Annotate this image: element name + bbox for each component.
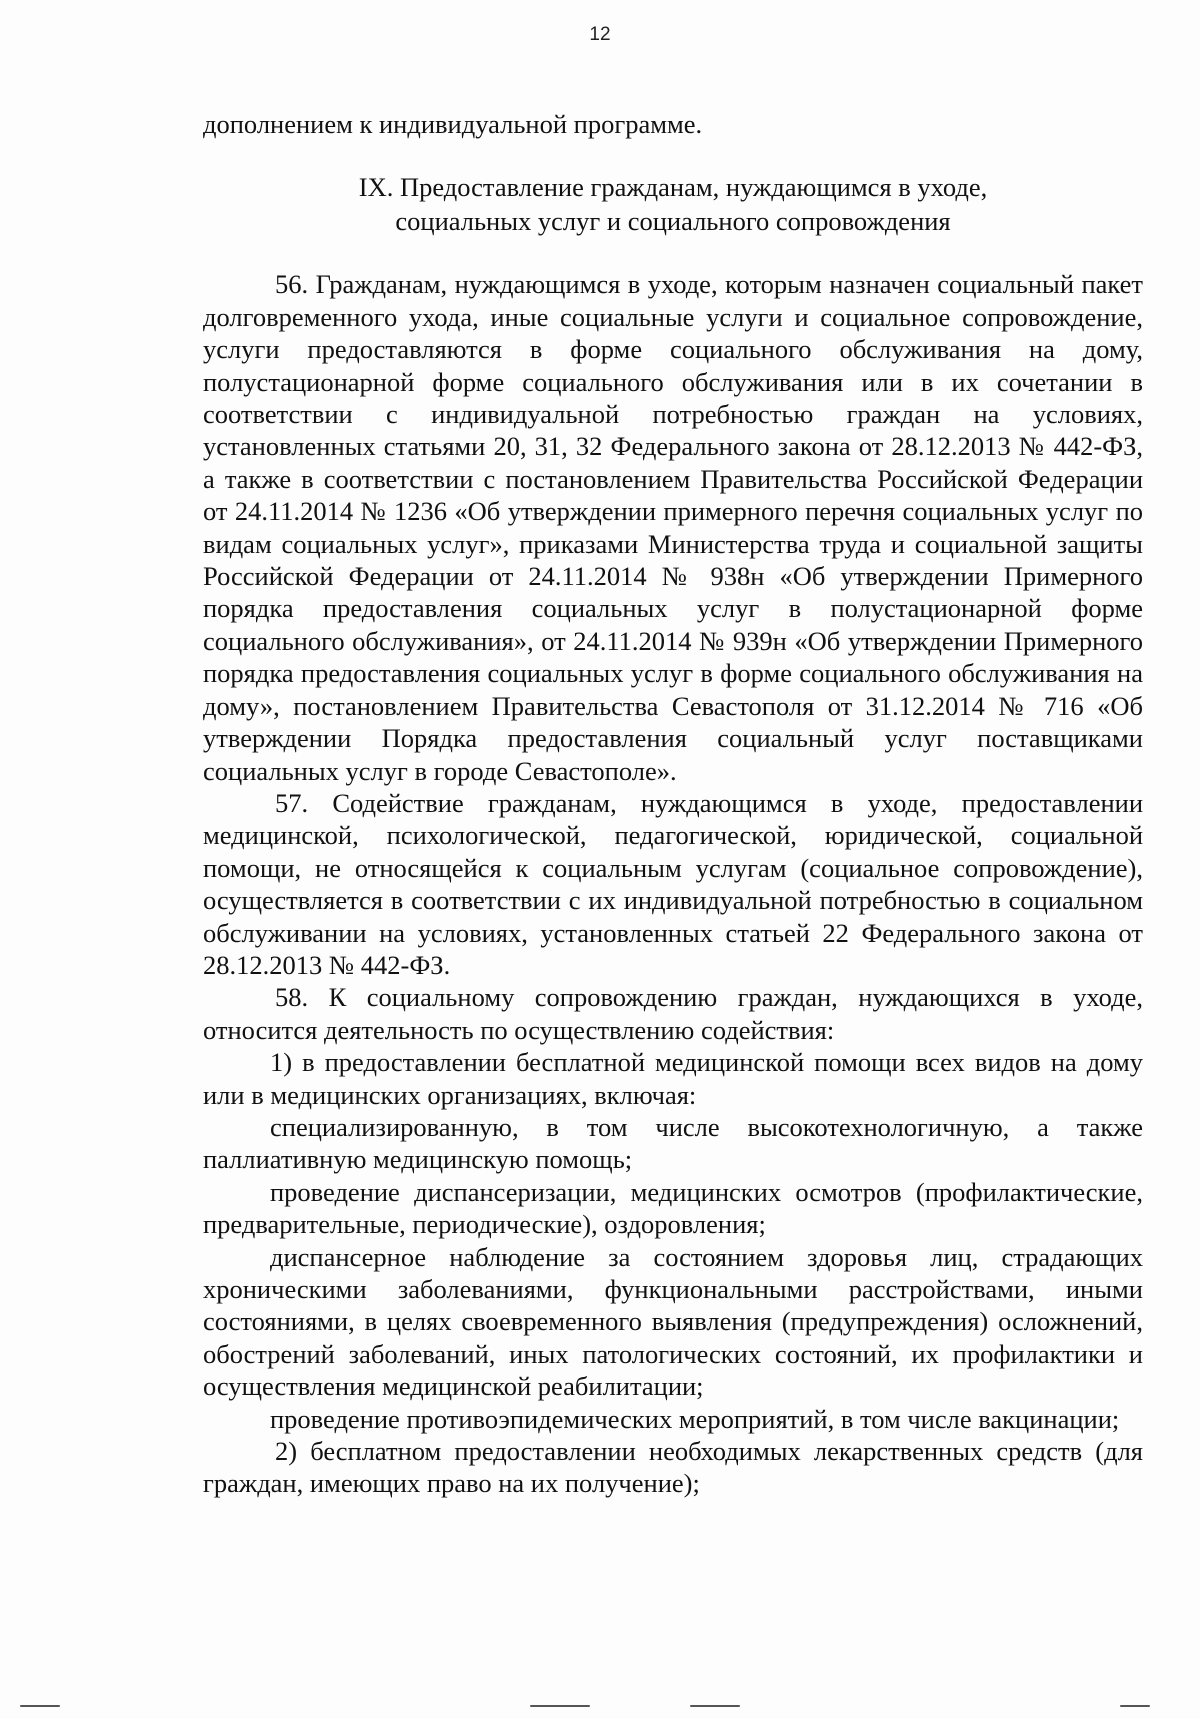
sub-item-specialized-care: специализированную, в том числе высокотехнологичную, а также паллиативную медицинскую помощь; bbox=[203, 1111, 1143, 1175]
page-number: 12 bbox=[589, 24, 611, 45]
scan-artifact bbox=[530, 1705, 590, 1707]
continuation-line: дополнением к индивидуальной программе. bbox=[203, 109, 703, 139]
scan-artifact bbox=[20, 1705, 60, 1707]
paragraph-56: 56. Гражданам, нуждающимся в уходе, которым назначен социальный пакет долговременного ухода, иные социальные услуги и социальное сопровождение, услуги предоставляются в форме социального обслуживания на дому, полустационарной форме социального обслуживания или в их сочетании в соответствии с индивидуальной потребностью граждан на условиях, установленных статьями 20, 31, 32 Федерального закона от 28.12.2013 № 442-ФЗ, а также в соответствии с постановлением Правительства Российской Федерации от 24.11.2014 № 1236 «Об утверждении примерного перечня социальных услуг по видам социальных услуг», приказами Министерства труда и социальной защиты Российской Федерации от 24.11.2014 № 938н «Об утверждении Примерного порядка предоставления социальных услуг в полустационарной форме социального обслуживания», от 24.11.2014 № 939н «Об утверждении Примерного порядка предоставления социальных услуг в форме социального обслуживания на дому», постановлением Правительства Севастополя от 31.12.2014 № 716 «Об утверждении Порядка предоставления социальный услуг поставщиками социальных услуг в городе Севастополе». bbox=[203, 269, 1143, 786]
sub-item-dispensary-observation: диспансерное наблюдение за состоянием здоровья лиц, страдающих хроническими заболеваниями, функциональными расстройствами, иными состояниями, в целях своевременного выявления (предупреждения) осложнений, обострений заболеваний, иных патологических состояний, их профилактики и осуществления медицинской реабилитации; bbox=[203, 1241, 1143, 1402]
section-heading-line1: IX. Предоставление гражданам, нуждающимся в уходе, bbox=[358, 172, 988, 203]
section-heading bbox=[203, 170, 1143, 238]
list-item-1: 1) в предоставлении бесплатной медицинской помощи всех видов на дому или в медицинских организациях, включая: bbox=[203, 1047, 1143, 1110]
sub-item-medical-exams: проведение диспансеризации, медицинских осмотров (профилактические, предварительные, периодические), оздоровления; bbox=[203, 1176, 1143, 1240]
section-heading-line2: социальных услуг и социального сопровождения bbox=[395, 206, 951, 237]
scan-artifact bbox=[690, 1705, 740, 1707]
list-item-2: 2) бесплатном предоставлении необходимых лекарственных средств (для граждан, имеющих право на их получение); bbox=[203, 1436, 1143, 1499]
paragraph-58: 58. К социальному сопровождению граждан, нуждающихся в уходе, относится деятельность по осуществлению содействия: bbox=[203, 982, 1143, 1045]
sub-item-epidemic-measures: проведение противоэпидемических мероприятий, в том числе вакцинации; bbox=[270, 1403, 1120, 1434]
document-body bbox=[203, 108, 1143, 1500]
scan-artifact bbox=[1120, 1705, 1150, 1707]
paragraph-57: 57. Содействие гражданам, нуждающимся в уходе, предоставлении медицинской, психологической, педагогической, юридической, социальной помощи, не относящейся к социальным услугам (социальное сопровождение), осуществляется в соответствии с их индивидуальной потребностью в социальном обслуживании на условиях, установленных статьей 22 Федерального закона от 28.12.2013 № 442-ФЗ. bbox=[203, 787, 1143, 980]
